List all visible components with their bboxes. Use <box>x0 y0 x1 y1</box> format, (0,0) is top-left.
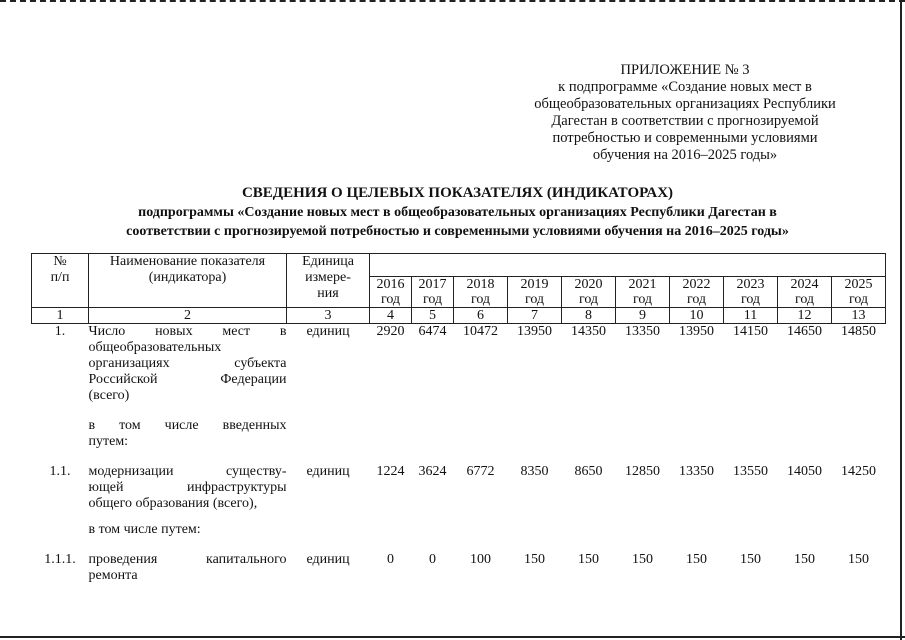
column-numbers-row <box>32 308 886 324</box>
column-number: 1 <box>32 308 89 324</box>
appendix-heading <box>520 62 850 164</box>
row-value: 8350 <box>520 464 549 479</box>
row-value: 150 <box>524 552 545 567</box>
title-sub-line: подпрограммы «Создание новых мест в общеобразовательных организациях Республики Дагестан в <box>138 205 777 220</box>
table-subheading-row <box>32 404 886 450</box>
title-sub-line: соответствии с прогнозируемой потребностью и современными условиями обучения на 2016–2025 годы» <box>126 224 789 239</box>
column-number: 6 <box>454 308 508 324</box>
row-value: 12850 <box>625 464 660 479</box>
table-row <box>32 538 886 584</box>
row-number: 1. <box>54 324 66 339</box>
header-indicator-name: Наименование показателя (индикатора) <box>89 254 287 308</box>
appendix-line: потребностью и современными условиями <box>552 130 818 146</box>
row-value: 150 <box>848 552 869 567</box>
column-number: 13 <box>832 308 886 324</box>
indicators-table <box>31 253 886 584</box>
row-unit: единиц <box>306 464 350 479</box>
header-year: 2018 год <box>454 277 508 308</box>
page-edge-right <box>900 0 902 640</box>
row-value: 150 <box>632 552 653 567</box>
title-main: СВЕДЕНИЯ О ЦЕЛЕВЫХ ПОКАЗАТЕЛЯХ (ИНДИКАТОРАХ) <box>241 185 674 201</box>
header-unit: Единица измере- ния <box>287 254 370 308</box>
column-number: 12 <box>778 308 832 324</box>
column-number: 3 <box>287 308 370 324</box>
column-number: 10 <box>670 308 724 324</box>
appendix-line: общеобразовательных организациях Республики <box>534 96 836 112</box>
header-year: 2017 год <box>412 277 454 308</box>
row-value: 14050 <box>787 464 822 479</box>
row-unit: единиц <box>306 324 350 339</box>
page-edge-bottom <box>0 636 905 638</box>
row-value: 3624 <box>418 464 447 479</box>
row-value: 150 <box>794 552 815 567</box>
row-value: 150 <box>578 552 599 567</box>
header-number: № п/п <box>32 254 89 308</box>
header-year: 2025 год <box>832 277 886 308</box>
row-value: 14650 <box>787 324 822 339</box>
row-value: 13350 <box>625 324 660 339</box>
appendix-line: к подпрограмме «Создание новых мест в <box>558 79 812 95</box>
header-year: 2021 год <box>616 277 670 308</box>
table-row <box>32 450 886 512</box>
header-year: 2022 год <box>670 277 724 308</box>
row-value: 13950 <box>679 324 714 339</box>
row-value: 10472 <box>463 324 498 339</box>
row-indicator-name: модернизации существу- ющей инфраструктуры общего образования (всего), <box>88 464 287 511</box>
row-indicator-name: Число новых мест в общеобразовательных организациях субъекта Российской Федерации (всего) <box>88 324 287 403</box>
row-value: 6772 <box>466 464 495 479</box>
row-value: 14350 <box>571 324 606 339</box>
page-edge-top <box>0 0 905 6</box>
row-value: 0 <box>387 552 394 567</box>
row-value: 1224 <box>376 464 405 479</box>
header-year: 2024 год <box>778 277 832 308</box>
row-value: 0 <box>429 552 436 567</box>
header-years-group <box>370 254 886 277</box>
row-value: 6474 <box>418 324 447 339</box>
column-number: 9 <box>616 308 670 324</box>
column-number: 5 <box>412 308 454 324</box>
column-number: 8 <box>562 308 616 324</box>
table-subheading-row <box>32 512 886 538</box>
row-value: 100 <box>470 552 491 567</box>
header-year: 2016 год <box>370 277 412 308</box>
row-value: 13550 <box>733 464 768 479</box>
header-year: 2020 год <box>562 277 616 308</box>
header-year: 2023 год <box>724 277 778 308</box>
row-subheading: в том числе введенных путем: <box>88 418 287 449</box>
column-number: 4 <box>370 308 412 324</box>
document-title <box>30 184 885 240</box>
column-number: 11 <box>724 308 778 324</box>
row-value: 14850 <box>841 324 876 339</box>
row-value: 14150 <box>733 324 768 339</box>
appendix-line: ПРИЛОЖЕНИЕ № 3 <box>620 62 750 78</box>
row-value: 150 <box>686 552 707 567</box>
row-value: 13950 <box>517 324 552 339</box>
row-value: 150 <box>740 552 761 567</box>
row-indicator-name: проведения капитального ремонта <box>88 552 287 583</box>
row-value: 2920 <box>376 324 405 339</box>
row-value: 8650 <box>574 464 603 479</box>
row-value: 14250 <box>841 464 876 479</box>
row-subheading: в том числе путем: <box>88 522 201 537</box>
appendix-line: обучения на 2016–2025 годы» <box>592 147 778 163</box>
column-number: 2 <box>89 308 287 324</box>
column-number: 7 <box>508 308 562 324</box>
row-value: 13350 <box>679 464 714 479</box>
row-unit: единиц <box>306 552 350 567</box>
table-row <box>32 324 886 405</box>
row-number: 1.1.1. <box>44 552 76 567</box>
row-number: 1.1. <box>49 464 71 479</box>
appendix-line: Дагестан в соответствии с прогнозируемой <box>551 113 819 129</box>
header-year: 2019 год <box>508 277 562 308</box>
